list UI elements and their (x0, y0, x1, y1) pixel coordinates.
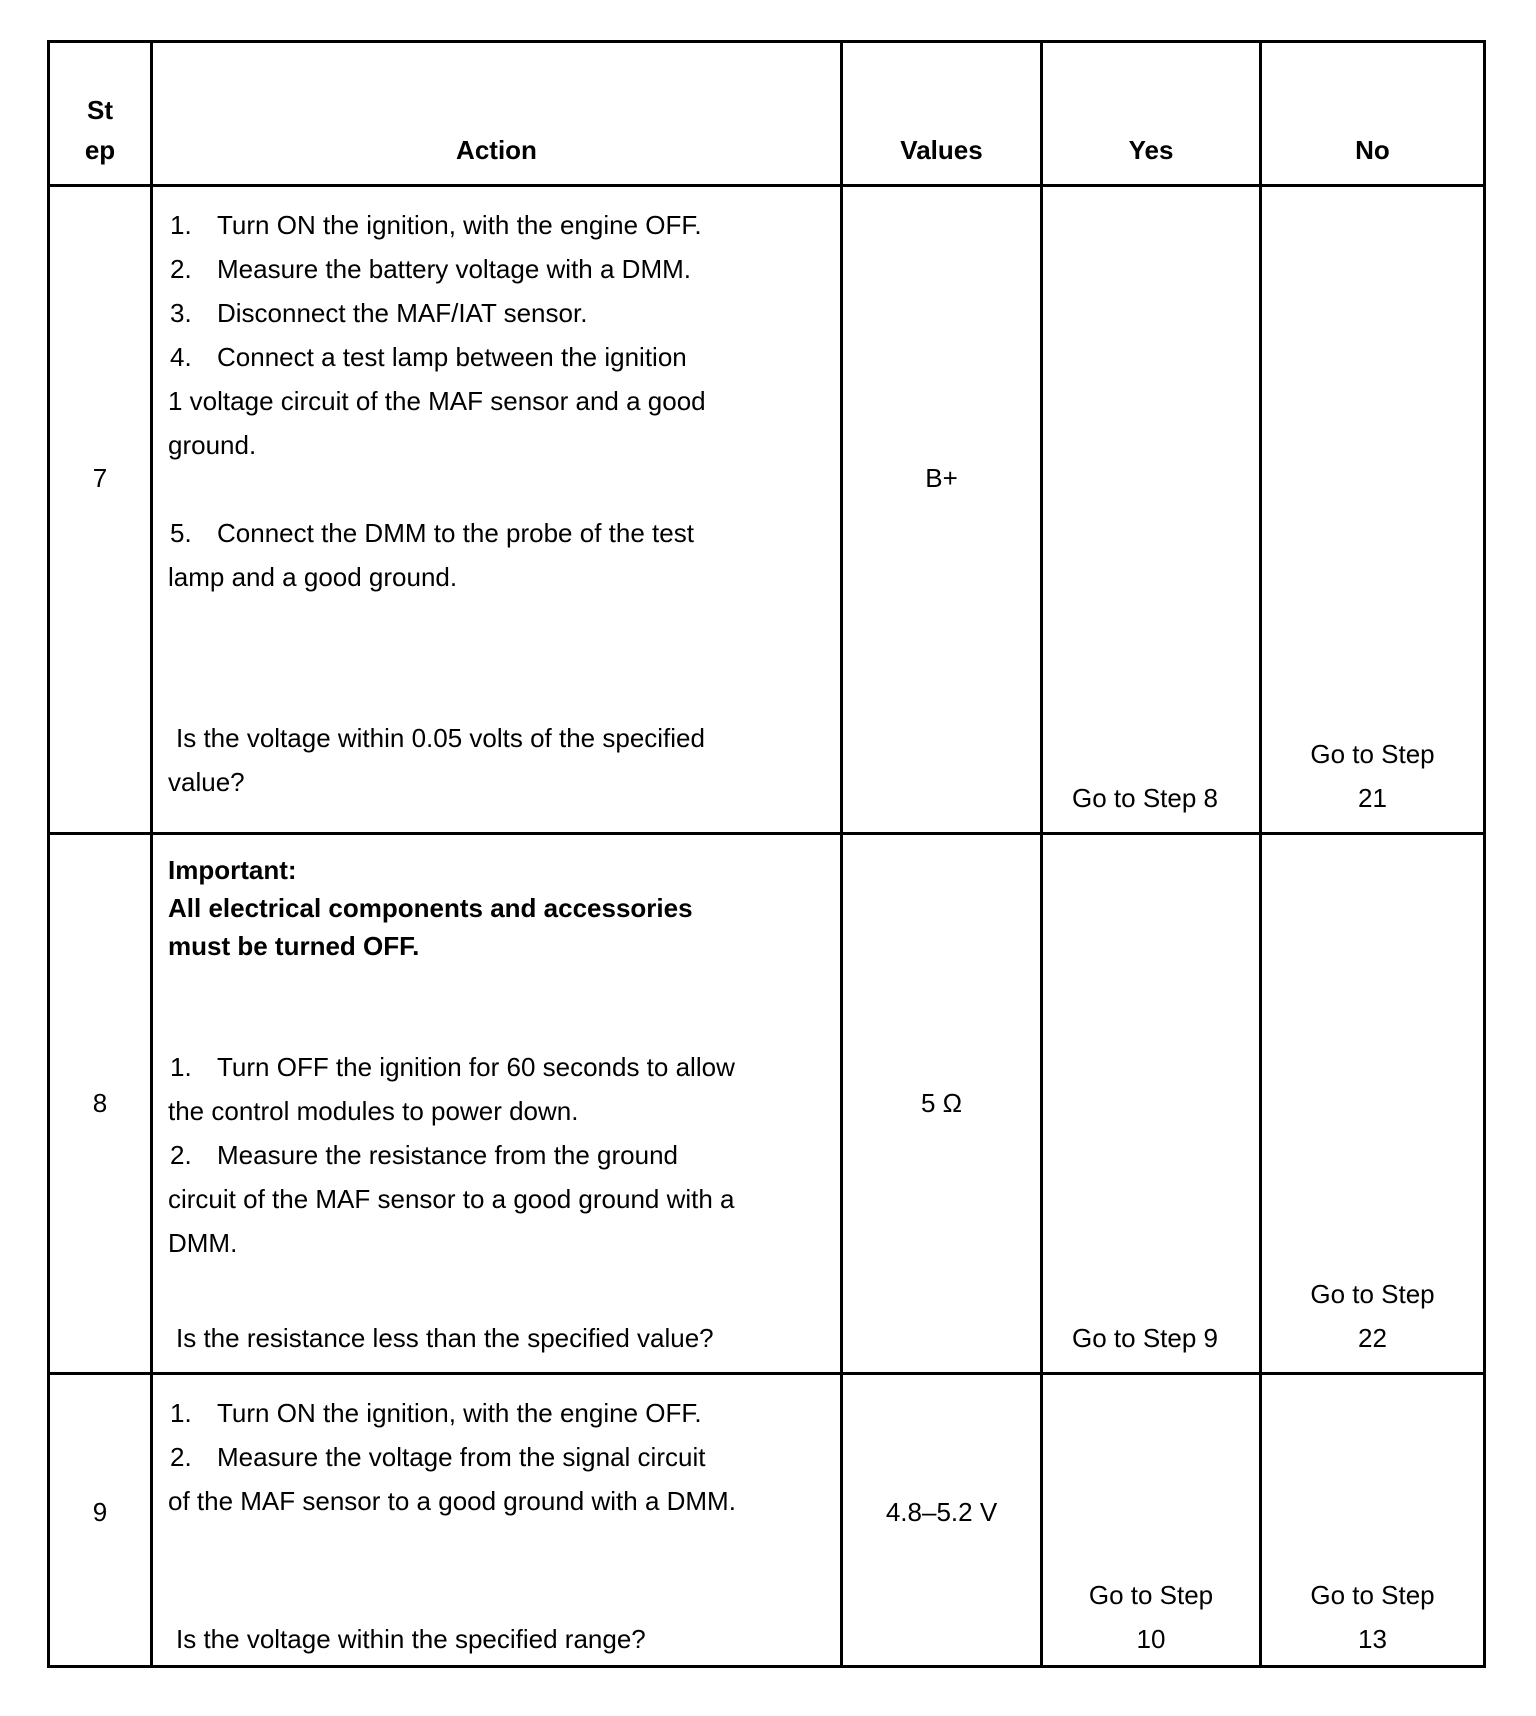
diagnostic-table (47, 40, 1486, 1668)
step-cell (49, 834, 152, 1374)
header-yes: Yes (1042, 42, 1261, 186)
header-row (49, 42, 1485, 186)
action-step: 2. Measure the voltage from the signal circuit (170, 1442, 706, 1472)
step-number: 7 (92, 463, 108, 493)
action-step: 1. Turn ON the ignition, with the engine OFF. (170, 1398, 702, 1428)
header-step-line1: St (87, 95, 113, 125)
yes-cell (1042, 834, 1261, 1374)
header-action: Action (152, 42, 842, 186)
spec-value: 5 Ω (920, 1088, 963, 1118)
action-step-cont: lamp and a good ground. (168, 562, 458, 592)
header-no: No (1261, 42, 1485, 186)
table-row (49, 834, 1485, 1374)
step-cell (49, 186, 152, 834)
action-step-cont: of the MAF sensor to a good ground with a DMM. (168, 1486, 736, 1516)
values-cell (842, 186, 1042, 834)
action-step: 2. Measure the battery voltage with a DMM. (170, 254, 691, 284)
action-step: 2. Measure the resistance from the ground (170, 1140, 679, 1170)
spec-value: 4.8–5.2 V (885, 1497, 998, 1527)
important-text: must be turned OFF. (168, 931, 420, 961)
values-cell (842, 834, 1042, 1374)
action-cell (152, 186, 842, 834)
yes-target: Go to Step 9 (1072, 1323, 1218, 1353)
action-step: 5. Connect the DMM to the probe of the test (170, 518, 694, 548)
action-step: 3. Disconnect the MAF/IAT sensor. (170, 298, 588, 328)
action-step-cont: DMM. (168, 1228, 238, 1258)
header-step (49, 42, 152, 186)
action-step: 1. Turn OFF the ignition for 60 seconds to allow (170, 1052, 735, 1082)
no-target: Go to Step 13 (1310, 1580, 1435, 1654)
important-label: Important: (168, 855, 297, 885)
action-question: Is the resistance less than the specified value? (176, 1323, 714, 1353)
no-target: Go to Step 21 (1310, 739, 1435, 813)
step-cell (49, 1374, 152, 1667)
no-cell (1261, 1374, 1485, 1667)
yes-cell (1042, 1374, 1261, 1667)
spec-value: B+ (925, 463, 958, 493)
values-cell (842, 1374, 1042, 1667)
yes-cell (1042, 186, 1261, 834)
action-step-cont: ground. (168, 430, 257, 460)
no-cell (1261, 834, 1485, 1374)
no-target: Go to Step 22 (1310, 1279, 1435, 1353)
action-step-cont: circuit of the MAF sensor to a good ground with a (168, 1184, 735, 1214)
header-values: Values (842, 42, 1042, 186)
action-question: Is the voltage within the specified range? (176, 1624, 646, 1654)
action-question: Is the voltage within 0.05 volts of the specified value? (168, 723, 705, 797)
header-step-line2: ep (84, 135, 116, 165)
important-text: All electrical components and accessories (168, 893, 693, 923)
table-row (49, 186, 1485, 834)
no-cell (1261, 186, 1485, 834)
yes-target: Go to Step 8 (1072, 783, 1218, 813)
action-step: 4. Connect a test lamp between the ignition (170, 342, 687, 372)
step-number: 9 (92, 1497, 108, 1527)
action-cell (152, 834, 842, 1374)
yes-target: Go to Step 10 (1088, 1580, 1214, 1654)
step-number: 8 (92, 1088, 108, 1118)
table-row (49, 1374, 1485, 1667)
action-step-cont: the control modules to power down. (168, 1096, 579, 1126)
action-cell (152, 1374, 842, 1667)
action-step-cont: 1 voltage circuit of the MAF sensor and a good (168, 386, 706, 416)
action-step: 1. Turn ON the ignition, with the engine OFF. (170, 210, 702, 240)
